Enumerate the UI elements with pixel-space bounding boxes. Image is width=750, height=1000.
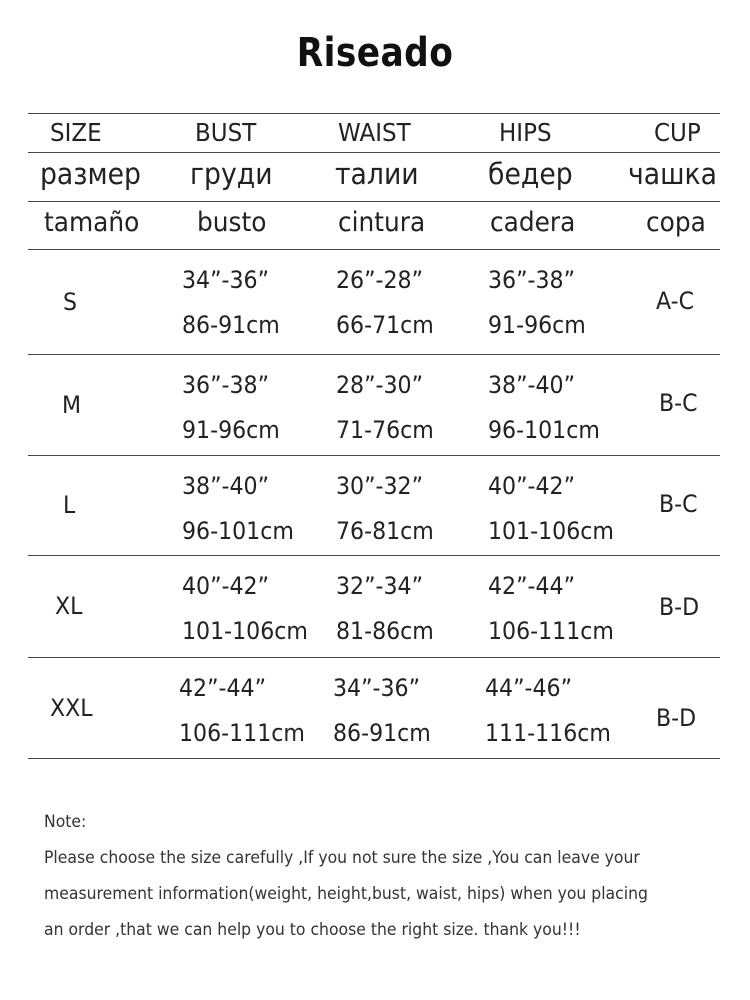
bust-cm: 91-96cm <box>182 416 280 444</box>
note-line-3: an order ,that we can help you to choose the right size. thank you!!! <box>44 920 581 940</box>
waist-inches: 34”-36” <box>333 674 421 702</box>
cup-value: B-D <box>659 593 700 621</box>
header-ru-hips: бедер <box>488 157 573 191</box>
hips-cm: 111-116cm <box>485 719 611 747</box>
bust-cm: 106-111cm <box>179 719 305 747</box>
table-divider <box>28 152 720 153</box>
header-en-size: SIZE <box>50 118 102 147</box>
header-en-bust: BUST <box>195 118 257 147</box>
hips-inches: 44”-46” <box>485 674 573 702</box>
hips-inches: 36”-38” <box>488 266 576 294</box>
table-divider <box>28 555 720 556</box>
bust-cm: 101-106cm <box>182 617 308 645</box>
bust-inches: 38”-40” <box>182 472 270 500</box>
hips-inches: 38”-40” <box>488 371 576 399</box>
hips-cm: 106-111cm <box>488 617 614 645</box>
header-es-cup: copa <box>646 207 706 238</box>
waist-inches: 26”-28” <box>336 266 424 294</box>
size-label: S <box>63 287 78 316</box>
bust-cm: 96-101cm <box>182 517 294 545</box>
header-es-bust: busto <box>197 207 267 238</box>
bust-inches: 34”-36” <box>182 266 270 294</box>
cup-value: B-C <box>659 389 698 417</box>
note-line-1: Please choose the size carefully ,If you not sure the size ,You can leave your <box>44 848 640 868</box>
waist-cm: 66-71cm <box>336 311 434 339</box>
bust-cm: 86-91cm <box>182 311 280 339</box>
header-en-hips: HIPS <box>499 118 552 147</box>
header-en-waist: WAIST <box>338 118 411 147</box>
header-ru-bust: груди <box>190 157 273 191</box>
size-label: XXL <box>50 693 93 722</box>
hips-cm: 91-96cm <box>488 311 586 339</box>
waist-inches: 30”-32” <box>336 472 424 500</box>
size-label: M <box>62 390 82 419</box>
cup-value: A-C <box>656 287 695 315</box>
header-es-size: tamaño <box>44 207 140 238</box>
header-es-waist: cintura <box>338 207 426 238</box>
table-divider <box>28 455 720 456</box>
table-divider <box>28 113 720 114</box>
brand-title: Riseado <box>296 30 454 76</box>
size-label: L <box>63 491 76 519</box>
table-divider <box>28 758 720 759</box>
hips-inches: 40”-42” <box>488 472 576 500</box>
waist-cm: 71-76cm <box>336 416 434 444</box>
hips-cm: 96-101cm <box>488 416 600 444</box>
table-divider <box>28 249 720 250</box>
cup-value: B-D <box>656 704 697 732</box>
waist-cm: 81-86cm <box>336 617 434 645</box>
table-divider <box>28 657 720 658</box>
waist-inches: 28”-30” <box>336 371 424 399</box>
cup-value: B-C <box>659 490 698 518</box>
note-line-2: measurement information(weight, height,bust, waist, hips) when you placing <box>44 884 648 904</box>
table-divider <box>28 354 720 355</box>
bust-inches: 42”-44” <box>179 674 267 702</box>
waist-cm: 86-91cm <box>333 719 431 747</box>
waist-cm: 76-81cm <box>336 517 434 545</box>
header-es-hips: cadera <box>490 207 576 238</box>
size-label: XL <box>55 592 83 620</box>
bust-inches: 36”-38” <box>182 371 270 399</box>
table-divider <box>28 201 720 202</box>
header-ru-waist: талии <box>335 157 419 191</box>
hips-inches: 42”-44” <box>488 572 576 600</box>
header-ru-cup: чашка <box>628 157 717 191</box>
note-label: Note: <box>44 812 87 832</box>
bust-inches: 40”-42” <box>182 572 270 600</box>
header-ru-size: размер <box>40 157 141 191</box>
header-en-cup: CUP <box>654 118 701 147</box>
hips-cm: 101-106cm <box>488 517 614 545</box>
waist-inches: 32”-34” <box>336 572 424 600</box>
